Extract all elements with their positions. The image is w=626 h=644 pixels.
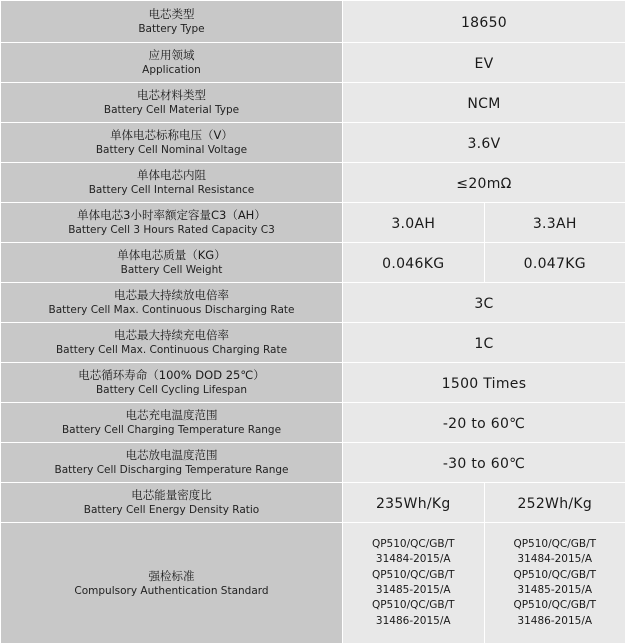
spec-value — [343, 363, 626, 403]
label-en: Battery Cell Energy Density Ratio — [83, 504, 260, 516]
label-zh: 电芯材料类型 — [137, 88, 206, 102]
value-text: ≤20mΩ — [456, 176, 512, 192]
value-text: 1500 Times — [441, 376, 527, 392]
standard-line: QP510/QC/GB/T — [513, 538, 597, 551]
spec-value — [343, 43, 626, 83]
label-zh: 电芯最大持续充电倍率 — [114, 328, 229, 342]
spec-value — [343, 483, 485, 523]
table-row — [1, 203, 626, 243]
label-en: Battery Cell Cycling Lifespan — [95, 384, 248, 396]
label-en: Battery Cell Charging Temperature Range — [61, 424, 282, 436]
value-text: 252Wh/Kg — [517, 496, 593, 512]
spec-label — [1, 43, 343, 83]
label-zh: 强检标准 — [148, 568, 195, 583]
label-zh: 电芯循环寿命（100% DOD 25℃） — [78, 368, 265, 382]
spec-label — [1, 203, 343, 243]
table-row — [1, 243, 626, 283]
label-en: Battery Cell Max. Continuous Charging Rate — [55, 344, 288, 356]
value-text: -20 to 60℃ — [442, 416, 526, 432]
standard-line: QP510/QC/GB/T — [513, 599, 597, 612]
standard-line: QP510/QC/GB/T — [371, 538, 455, 551]
spec-label — [1, 243, 343, 283]
label-zh: 电芯充电温度范围 — [125, 408, 218, 422]
label-zh: 单体电芯3小时率额定容量C3（AH） — [77, 208, 266, 222]
table-row — [1, 1, 626, 43]
spec-label — [1, 403, 343, 443]
standard-list — [343, 523, 485, 644]
spec-label — [1, 163, 343, 203]
value-text: 3.3AH — [532, 216, 577, 232]
table-row — [1, 83, 626, 123]
spec-value — [343, 203, 485, 243]
value-text: 0.047KG — [523, 256, 586, 272]
label-zh: 单体电芯标称电压（V） — [110, 128, 233, 142]
spec-value — [484, 483, 626, 523]
value-text: 1C — [474, 336, 494, 352]
standard-line: QP510/QC/GB/T — [371, 568, 455, 581]
label-en: Battery Cell 3 Hours Rated Capacity C3 — [68, 224, 275, 236]
label-en: Battery Type — [138, 23, 205, 35]
table-row — [1, 483, 626, 523]
label-en: Battery Cell Max. Continuous Discharging Rate — [48, 304, 295, 316]
spec-label — [1, 363, 343, 403]
standard-line: 31486-2015/A — [517, 614, 593, 627]
spec-label — [1, 323, 343, 363]
table-row — [1, 323, 626, 363]
spec-value — [343, 163, 626, 203]
spec-label — [1, 83, 343, 123]
value-text: 235Wh/Kg — [375, 496, 451, 512]
spec-label — [1, 123, 343, 163]
label-zh: 电芯放电温度范围 — [125, 448, 218, 462]
value-text: -30 to 60℃ — [442, 456, 526, 472]
label-en: Compulsory Authentication Standard — [74, 584, 269, 597]
standard-line: 31485-2015/A — [517, 584, 593, 596]
value-text: 18650 — [460, 15, 508, 31]
standard-line: 31484-2015/A — [517, 553, 593, 566]
value-text: EV — [474, 56, 494, 72]
spec-value — [343, 83, 626, 123]
spec-value — [484, 243, 626, 283]
label-zh: 单体电芯内阻 — [137, 168, 206, 182]
label-en: Application — [142, 64, 201, 76]
standard-line: 31485-2015/A — [375, 584, 451, 596]
standard-line: 31484-2015/A — [375, 553, 451, 566]
spec-value — [484, 203, 626, 243]
spec-value — [343, 123, 626, 163]
table-row — [1, 163, 626, 203]
table-row — [1, 283, 626, 323]
value-text: 3.6V — [467, 136, 501, 152]
spec-value — [343, 403, 626, 443]
table-row — [1, 123, 626, 163]
standard-line: 31486-2015/A — [375, 614, 451, 627]
spec-label — [1, 1, 343, 43]
table-row — [1, 403, 626, 443]
label-en: Battery Cell Internal Resistance — [88, 184, 255, 196]
label-zh: 应用领域 — [148, 48, 195, 62]
label-zh: 电芯能量密度比 — [131, 488, 212, 502]
table-row — [1, 523, 626, 644]
spec-value — [343, 243, 485, 283]
label-zh: 单体电芯质量（KG） — [117, 248, 226, 262]
spec-label — [1, 443, 343, 483]
standard-line: QP510/QC/GB/T — [513, 568, 597, 581]
value-text: 3C — [474, 296, 494, 312]
label-en: Battery Cell Discharging Temperature Range — [54, 464, 289, 476]
spec-label — [1, 283, 343, 323]
spec-value — [343, 323, 626, 363]
standard-list — [484, 523, 626, 644]
value-text: NCM — [467, 96, 501, 112]
label-zh: 电芯最大持续放电倍率 — [114, 288, 229, 302]
spec-value — [343, 283, 626, 323]
spec-label — [1, 523, 343, 644]
value-text: 3.0AH — [391, 216, 436, 232]
spec-label — [1, 483, 343, 523]
value-text: 0.046KG — [382, 256, 445, 272]
table-row — [1, 443, 626, 483]
label-en: Battery Cell Material Type — [103, 104, 240, 116]
table-row — [1, 363, 626, 403]
label-en: Battery Cell Weight — [120, 264, 223, 276]
table-row — [1, 43, 626, 83]
spec-value — [343, 1, 626, 43]
standard-line: QP510/QC/GB/T — [371, 599, 455, 612]
label-en: Battery Cell Nominal Voltage — [95, 144, 248, 156]
label-zh: 电芯类型 — [148, 7, 195, 21]
spec-value — [343, 443, 626, 483]
